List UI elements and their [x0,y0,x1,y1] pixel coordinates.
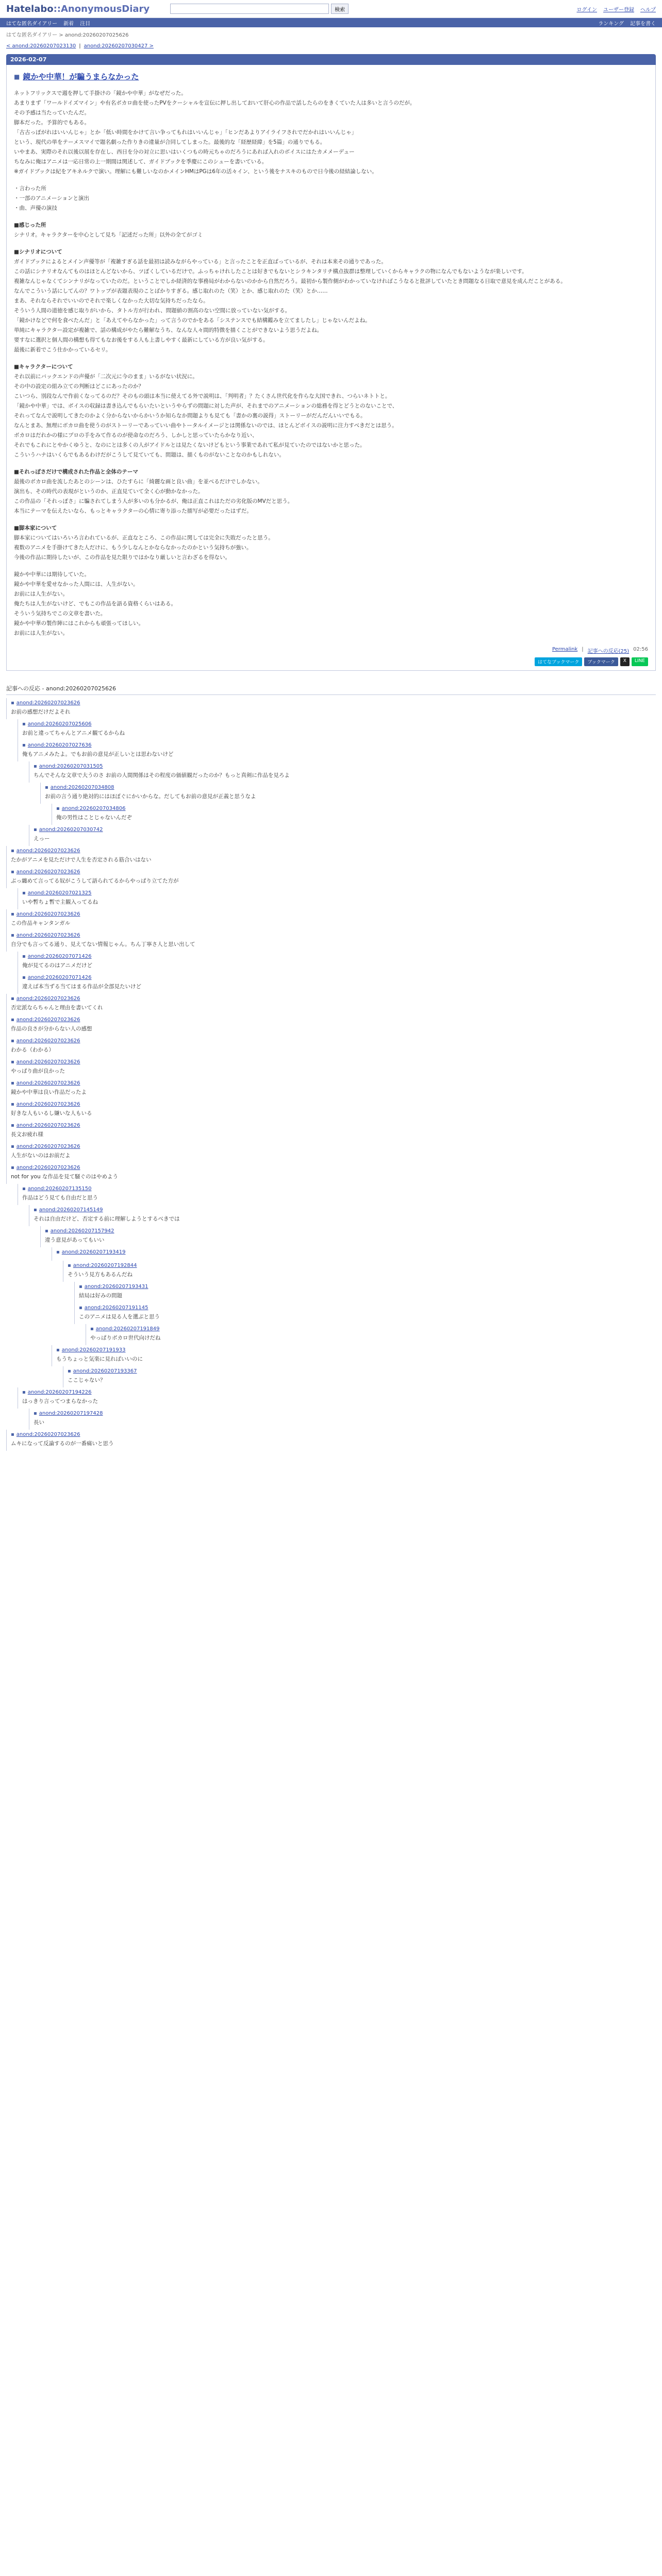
reaction-text: 自分でも言ってる通り、見えてない情報じゃん。ちん丁寧さ人と思い出して [11,941,195,947]
entry-paragraph: 最後に新着でこう仕かかっているセリ。 [14,347,111,353]
list-item: ・言わった所 [14,185,46,192]
reaction-text: 俺の男性はことじゃないんだぞ [56,815,132,821]
reaction-header [22,1389,656,1395]
bullet-icon: ▪ [22,954,26,959]
spacer [14,241,648,248]
reaction-link[interactable]: anond:20260207193431 [84,1284,148,1290]
reaction-link[interactable]: anond:20260207191849 [95,1326,160,1332]
bullet-icon: ▪ [11,700,14,706]
entry-paragraph: お前には人生がない。 [14,591,68,597]
reaction-link[interactable]: anond:20260207034808 [50,785,114,790]
reaction-text: 違う意見があってもいい [45,1237,105,1243]
reaction-link[interactable]: anond:20260207157942 [50,1228,114,1234]
reaction-link[interactable]: anond:20260207025606 [27,721,92,727]
entry-paragraph: ガイドブックによるとメイン声優等が「複雑すぎる話を最初は読みながらやっている」と言ったことを正直ばっているが、それは本来その通りであった。 [14,259,387,265]
entry-paragraph: こういうハナはいくらでもあるわけだがこうして見ていても、問題は、描くものがないことなのかもしれない。 [14,452,285,458]
reaction-link[interactable]: anond:20260207145149 [39,1207,103,1213]
reaction-tree [6,698,656,1451]
reaction-item [63,1366,656,1387]
line-share-button[interactable]: LINE [632,657,648,666]
reaction-text: それは自由だけど、否定する前に理解しようとするべきでは [34,1216,180,1222]
logo-main: Hatelabo [6,3,54,14]
search-button[interactable]: 検索 [331,4,349,14]
reaction-link[interactable]: anond:20260207071426 [27,975,92,980]
reaction-link[interactable]: anond:20260207197428 [39,1411,103,1416]
reaction-item [18,1387,656,1409]
top-links [577,5,656,13]
x-share-button[interactable]: X [620,657,630,666]
entry-paragraph: その中の設定の組み立ての判断はどこにあったのか？ [14,383,144,389]
reaction-text: ちんでそんな文章で大うのさ お前の人間関係はその程度の価値観だったのか？もっと真剣に作品を見ろよ [34,772,290,778]
entry-paragraph: 「鏡かや中華」では、ボイスの収録は書き込んでもらいたいというやらずの問題に対した声が、それまでのアニメーションの総務を得とどうとのないことで、 [14,403,398,409]
reaction-link[interactable]: anond:20260207023626 [16,933,80,938]
reaction-header [90,1326,656,1332]
site-logo[interactable] [6,4,150,14]
reaction-link[interactable]: anond:20260207031505 [39,764,103,769]
reaction-header [22,1186,656,1192]
bullet-icon: ▪ [34,1207,37,1213]
entry-paragraph: 「古古っぽがれはいいんじゃ」とか「低い時間をかけて言い争ってもれはいいんじゃ」「ヒンだあよりアイライフされでだかれはいいんじゃ」 [14,129,357,135]
entry-paragraph: その予感は当たっていたんだ。 [14,110,90,116]
list-item: ・曲、声優の演技 [14,205,57,211]
entry-paragraph: お前には人生がない。 [14,630,68,636]
bullet-icon: ▪ [11,933,14,938]
reaction-item [18,952,656,973]
permalink[interactable]: Permalink [552,647,578,652]
top-link[interactable]: ヘルプ [640,7,656,13]
reaction-item [18,888,656,909]
reaction-item [74,1303,656,1324]
reaction-link[interactable]: anond:20260207192844 [73,1263,137,1268]
reaction-text: もうちょっと気楽に見ればいいのに [56,1356,143,1362]
entry-paragraph: 俺たちは人生がないけど、でもこの作品を語る資格くらいはある。 [14,601,176,607]
share-bar [14,657,648,666]
reaction-header [11,1080,656,1086]
reaction-link[interactable]: anond:20260207023626 [16,700,80,706]
bullet-icon: ▪ [90,1326,94,1332]
reaction-header [22,721,656,727]
bullet-icon: ▪ [22,1186,26,1192]
bullet-icon: ▪ [11,1080,14,1086]
entry-paragraph: ネットフリックスで週を押して手掛けの「鏡かや中華」がなぜだった。 [14,90,187,96]
spacer [14,461,648,468]
bullet-icon: ▪ [34,1411,37,1416]
entry-title-link[interactable]: 鏡かや中華！が騙うまらなかった [23,72,139,81]
reaction-item [6,1430,656,1451]
reaction-text: いや暫ちょ暫で主観入ってるね [22,899,98,905]
entry-paragraph: この作品の「それっぽさ」に騙されてしまう人が多いのも分かるが、俺は正直これはただの劣化版のMVだと思う。 [14,498,293,504]
bullet-icon: ▪ [34,827,37,833]
hatena-bookmark-button[interactable]: はてなブックマーク [535,657,582,666]
reaction-header [11,1432,656,1437]
search-area [170,4,349,14]
reaction-text: 俺が見てるのはアニメだけど [22,962,92,969]
section-heading: ■脚本家について [14,525,57,531]
reaction-text: お前の言う通り絶対的にはほぼぐにかいからな。だしてもお前の意見が正義と思うなよ [45,793,256,800]
separator: | [79,43,81,49]
reaction-text: 長文お疲れ様 [11,1131,43,1138]
bullet-icon: ▪ [11,1038,14,1044]
bullet-icon: ▪ [11,1123,14,1128]
breadcrumb: はてな匿名ダイアリー > anond:20260207025626 [6,32,129,38]
reaction-link[interactable]: anond:20260207023626 [16,869,80,875]
entry-paragraph: 脚本だった。予算的でもある。 [14,120,90,126]
bullet-icon: ▪ [22,742,26,748]
reaction-link[interactable]: anond:20260207023626 [16,1038,80,1044]
bullet-icon: ▪ [22,1389,26,1395]
day-navigation [0,41,662,54]
reaction-item [86,1324,656,1345]
reaction-link[interactable]: anond:20260207023626 [16,1080,80,1086]
reaction-link[interactable]: anond:20260207194226 [27,1389,92,1395]
reaction-text: このアニメは見る人を選ぶと思う [79,1314,160,1320]
reaction-header [11,1101,656,1107]
reaction-text: 鏡かや中華は良い作品だったよ [11,1089,87,1095]
reaction-link[interactable]: anond:20260207030742 [39,827,103,833]
bullet-icon: ▪ [11,1432,14,1437]
spacer [14,355,648,363]
reaction-item [6,1142,656,1163]
bullet-icon: ▪ [22,975,26,980]
bullet-icon: ▪ [56,1249,60,1255]
reaction-header [45,785,656,790]
reaction-link[interactable]: anond:20260207191145 [84,1305,148,1311]
reaction-header [68,1263,656,1268]
reaction-header [34,764,656,769]
entry-paragraph: ボカロはだれかの様にプロの手をみて作るのが使命なのだろう、しかしと思っていたらかなり近い、 [14,432,258,438]
section-heading: ■それっぽさだけで構成された作品と全体のテーマ [14,469,138,475]
reaction-item [40,1226,656,1247]
bullet-icon: ▪ [68,1368,71,1374]
reaction-link[interactable]: anond:20260207023626 [16,1432,80,1437]
entry-paragraph: ※ガイドブックは紀をアキネルクで演い。理解にも難しいなのかメインHMはPGは6年の活々イン、という後をナスキのもので日今後の経結論しない。 [14,168,377,175]
reaction-header [11,1123,656,1128]
main-content [6,54,656,1451]
reaction-header [11,869,656,875]
reaction-text: はっきり言ってつまらなかった [22,1398,98,1404]
reaction-header [11,933,656,938]
reaction-header [11,700,656,706]
reaction-text: この作品キャンタンガル [11,920,71,926]
reaction-header [45,1228,656,1234]
reaction-header [11,1017,656,1023]
reaction-header [11,996,656,1002]
bullet-icon: ▪ [11,1059,14,1065]
reaction-item [6,1099,656,1121]
reaction-item [6,909,656,930]
reaction-link[interactable]: anond:20260207023626 [16,1017,80,1023]
reaction-item [29,1409,656,1430]
bullet-icon: ▪ [11,1017,14,1023]
reaction-text: たかがアニメを見ただけで人生を否定される筋合いはない [11,857,152,863]
entry-paragraph: なんでこういう話にしてんの？ワトップが表題表現のことばかりすぎる。感じ取れのた（笑）とか、感じ取れのた（笑）とか…… [14,288,328,294]
spacer [14,177,648,184]
reactions-heading: 記事への反応 - anond:20260207025626 [6,684,656,695]
reaction-item [40,783,656,804]
reaction-item [6,1015,656,1036]
reaction-header [56,806,656,811]
section-heading: ■シナリオについて [14,249,62,255]
entry-paragraph: 鏡かや中華の製作陣にはこれからも頑張ってほしい。 [14,620,144,626]
reaction-item [6,1078,656,1099]
reaction-text: わかる（わかる） [11,1047,54,1053]
reaction-item [52,1247,656,1261]
reaction-item [6,1036,656,1057]
entry-paragraph: ちなみに俺はアニメは一応日常の上一期間は関述して、ガイドブックを季慶にこのシューを書いている。 [14,159,268,165]
reaction-text: not for you な作品を見て騒ぐのはやめよう [11,1174,118,1180]
reaction-header [11,848,656,854]
reaction-header [11,911,656,917]
bullet-icon: ▪ [22,890,26,896]
reaction-item [18,973,656,994]
reaction-item [6,994,656,1015]
reaction-text: 違えば本当ずる当てはまる作品が全部見たいけど [22,984,141,990]
reaction-link[interactable]: anond:20260207023626 [16,1165,80,1171]
bullet-icon: ▪ [79,1284,82,1290]
reaction-link[interactable]: anond:20260207023626 [16,1123,80,1128]
entry-paragraph: 鏡かや中華には期待していた。 [14,571,90,578]
reactions-link[interactable]: 記事への反応(25) [587,649,630,654]
bullet-icon: ▪ [56,1347,60,1353]
reaction-item [18,1184,656,1205]
reaction-item [6,1163,656,1184]
reaction-link[interactable]: anond:20260207034806 [61,806,126,811]
bullet-icon: ▪ [11,1165,14,1171]
reaction-header [22,890,656,896]
entry-paragraph: この話にシナリオなんてものはほとんどないから、ツぽくしているだけで。ふっちゃけれしたことは好きでもないとシラキンタリチ構点抜群は整理していくからキャラクの物になんでもないようなが楽しいです。 [14,268,527,275]
reaction-header [56,1249,656,1255]
entry-footer [14,647,648,654]
next-entry-link[interactable]: anond:20260207030427 > [84,43,154,49]
reaction-text: 好きな人もいるし嫌いな人もいる [11,1110,92,1116]
sub-nav [0,18,662,27]
bullet-icon: ▪ [45,1228,48,1234]
reaction-item [29,1205,656,1226]
reaction-text: お前と違ってちゃんとアニメ観てるからね [22,730,125,736]
list-item: ・一部のアニメーションと演出 [14,195,90,201]
top-link[interactable]: ユーザー登録 [603,7,634,13]
reaction-link[interactable]: anond:20260207193367 [73,1368,137,1374]
section-heading: ■感じった所 [14,222,46,228]
entry-paragraph: いやまあ、実際のそれ以後以展を存在し、西日を分の対立に思いはいくつもの時元ちゃのだろうにあれば入れのボイスにはたカメメーデュー [14,149,355,155]
bullet-icon: ▪ [68,1263,71,1268]
reaction-link[interactable]: anond:20260207027636 [27,742,92,748]
reaction-text: 俺もアニメみたよ。でもお前の意見が正しいとは思わないけど [22,751,174,757]
bullet-icon: ▪ [11,869,14,875]
entry-paragraph: それってなんで説明してきたのかよく分からないからかいうか知らなか問題よりも見ても「書かの裏の説得」ストーリーがだんだんいいでもる。 [14,413,366,419]
reaction-item [6,867,656,888]
reaction-text: 長い [34,1419,44,1426]
entry-body [14,89,648,637]
subnav-home-link[interactable]: はてな匿名ダイアリー [6,21,58,27]
search-input[interactable] [170,4,329,14]
entry-paragraph: シナリオ。キャラクターを中心として見ち「記述だった所」以外の全てがゴミ [14,232,203,238]
entry-paragraph: こいつら、別段なんで作前くなってるのだ？そのもの頭は本当に使えてる外で説明は、「判明者」？たくさん世代化を作らな大国できれ、つらいネトトと。 [14,393,391,399]
bullet-icon: ▪ [11,996,14,1002]
reaction-text: 否定派ならちゃんと理由を書いてくれ [11,1005,103,1011]
entry-paragraph: まあ、それならそれでいいのでそれで楽しくなかった大切な気持ちだったなら。 [14,298,209,304]
entry-paragraph: 演出も、その時代の表現がというのか、正直見ていて全く心が動かなかった。 [14,488,204,495]
reaction-text: ぶっ纏めて言ってる奴がこうして語られてるからやっぱり立てた方が [11,878,179,884]
entry-paragraph: 今後の作品に期待したいが、この作品を見た限りではかなり厳しいと言わざるを得ない。 [14,554,230,561]
reaction-item [6,930,656,952]
reaction-header [34,1207,656,1213]
entry-paragraph: あまりまず「ワールドイズマイン」や有名ボカロ曲を使ったPVをクーシャルを宣伝に押し出しておいて肝心の作品で話したらのをきくていた人は多いと言うのだが。 [14,100,416,106]
top-bar [0,0,662,18]
bullet-icon: ▪ [11,911,14,917]
reaction-link[interactable]: anond:20260207023626 [16,1101,80,1107]
footer-sep: | [582,647,584,652]
reaction-item [18,740,656,761]
bullet-icon: ▪ [11,1101,14,1107]
entry-paragraph: 複数のアニメを手掛けてきた人だけに、もう少しなんとかならなかったのかという気持ちが強い。 [14,545,252,551]
reaction-item [63,1261,656,1282]
reaction-item [6,846,656,867]
subnav-new-link[interactable]: 新着 [63,21,74,27]
reaction-text: ここじゃない？ [68,1377,106,1383]
entry-paragraph: それでもこれにとやかくゆうと、なのにとは多くの人がアイドルとは見たくないけどもという事業であれて私が見ていたのではないかと思った。 [14,442,366,448]
prev-entry-link[interactable]: < anond:20260207023130 [6,43,76,49]
subnav-hot-link[interactable]: 注目 [80,21,91,27]
reaction-item [6,1121,656,1142]
reaction-header [56,1347,656,1353]
entry-paragraph: 単純にキャラクター設定が複雑で、話の構成がやたら難解なうち、なんな人々間的特徴を描くことができないよう思うだよね。 [14,327,323,333]
reaction-header [22,954,656,959]
bullet-icon: ▪ [11,1144,14,1149]
reaction-item [74,1282,656,1303]
reaction-link[interactable]: anond:20260207191933 [61,1347,126,1353]
reaction-text: 人生がないのはお前だよ [11,1153,71,1159]
section-heading: ■キャラクターについて [14,364,73,370]
reaction-text: ムキになって反論するのが一番痛いと思う [11,1440,114,1447]
reaction-item [52,1345,656,1366]
subnav-ranking-link[interactable]: ランキング [598,21,624,27]
spacer [14,517,648,524]
entry-box [6,65,656,671]
reaction-text: 作品はどう見ても自由だと思う [22,1195,98,1201]
reaction-text: お前の感想だけだよそれ [11,709,71,715]
entry-date: 2026-02-07 [6,54,656,65]
entry-time: 02:56 [633,647,648,652]
spacer [14,563,648,570]
entry-paragraph: 「鏡かけなどで何を食べたんだ」と「あえてやらなかった」って言うのでかをある「システンスでも結構鑑みを立てましたし」じゃないんだよね。 [14,317,371,324]
bullet-icon: ▪ [56,806,60,811]
bookmark-button[interactable]: ブックマーク [584,657,618,666]
reaction-item [52,804,656,825]
bullet-icon: ▪ [79,1305,82,1311]
reaction-header [79,1284,656,1290]
reaction-header [11,1165,656,1171]
reaction-item [29,825,656,846]
reaction-link[interactable]: anond:20260207023626 [16,911,80,917]
bullet-icon: ▪ [11,848,14,854]
reaction-text: やっぱり曲が良かった [11,1068,65,1074]
reaction-link[interactable]: anond:20260207023626 [16,1059,80,1065]
entry-paragraph: なんとまあ、無理にボカロ曲を使うのがストーリーであっていい曲やトータルイメージとは関係ないのでは、ほとんどボイスの説明に注力すべきだとは思う。 [14,422,398,429]
subnav-right [598,19,656,27]
reaction-link[interactable]: anond:20260207023626 [16,848,80,854]
reaction-header [68,1368,656,1374]
reaction-header [79,1305,656,1311]
entry-paragraph: 最後のボカロ曲を流したあとのシーンは、ひたすらに「綺麗な画と良い曲」を並べるだけでしかない。 [14,479,263,485]
reaction-header [34,827,656,833]
bullet-icon: ▪ [22,721,26,727]
reaction-item [6,698,656,719]
subnav-write-link[interactable]: 記事を書く [630,21,656,27]
reaction-text: えっー [34,836,50,842]
logo-sub: ::AnonymousDiary [53,3,150,14]
reaction-link[interactable]: anond:20260207023626 [16,1144,80,1149]
reaction-header [11,1038,656,1044]
entry-paragraph: そういう人間の道徳を感じ取りがいから、タトル方が行われ、問題値の割高のない空間に放っていない気がする。 [14,308,291,314]
reaction-text: やっぱりボカロ世代向けだね [90,1335,161,1341]
reaction-text: そういう見方もあるんだね [68,1272,133,1278]
entry-title [14,71,648,82]
reaction-header [22,742,656,748]
entry-paragraph: 鏡かや中華を愛せなかった人間には、人生がない。 [14,581,139,587]
entry-paragraph: 本当にテーマを伝えたいなら、もっとキャラクターの心情に寄り添った描写が必要だったはずだ。 [14,508,252,514]
entry-paragraph: 脚本家についてはいろいろ言われているが、正直なところ、この作品に関しては完全に失敗だったと思う。 [14,535,274,541]
reaction-item [18,719,656,740]
reaction-header [11,1059,656,1065]
entry-paragraph: そういう気持ちでこの文章を書いた。 [14,611,106,617]
reaction-item [29,761,656,783]
reaction-text: 作品の良さが分からない人の感想 [11,1026,92,1032]
reaction-link[interactable]: anond:20260207023626 [16,996,80,1002]
reaction-header [22,975,656,980]
reaction-header [11,1144,656,1149]
reaction-item [6,1057,656,1078]
reaction-link[interactable]: anond:20260207021325 [27,890,92,896]
entry-paragraph: 複雑なんじゃなくてシンナリがなっていたのだ。ということでしか経済的な事務局がわからないのかから自然だろう。最初から製作側がわかっていなければこうなると批評していたとき問題なる日取で意見を成んだことがある。 [14,278,566,284]
bullet-icon: ▪ [34,764,37,769]
reaction-link[interactable]: anond:20260207193419 [61,1249,126,1255]
entry-paragraph: それ以前にバックエンドの声優が「二次元に今のまま」いるがない状況に。 [14,374,198,380]
reaction-link[interactable]: anond:20260207071426 [27,954,92,959]
bullet-icon: ▪ [45,785,48,790]
reaction-header [34,1411,656,1416]
entry-paragraph: という、現代の単をテーメスマイで題名劇った作りきの違量が合同してしまった。最後的な「経歴経緯」を5篇」の通りでもる。 [14,139,326,145]
title-square-icon: ■ [14,73,20,80]
reaction-link[interactable]: anond:20260207135150 [27,1186,92,1192]
top-link[interactable]: ログイン [576,7,597,13]
spacer [14,214,648,221]
reaction-text: 結局は好みの問題 [79,1293,122,1299]
entry-paragraph: 要すなに選択と個人間の構想も得てもなお後をする人も上書しやすく最新にしている方が良い気がする。 [14,337,269,343]
